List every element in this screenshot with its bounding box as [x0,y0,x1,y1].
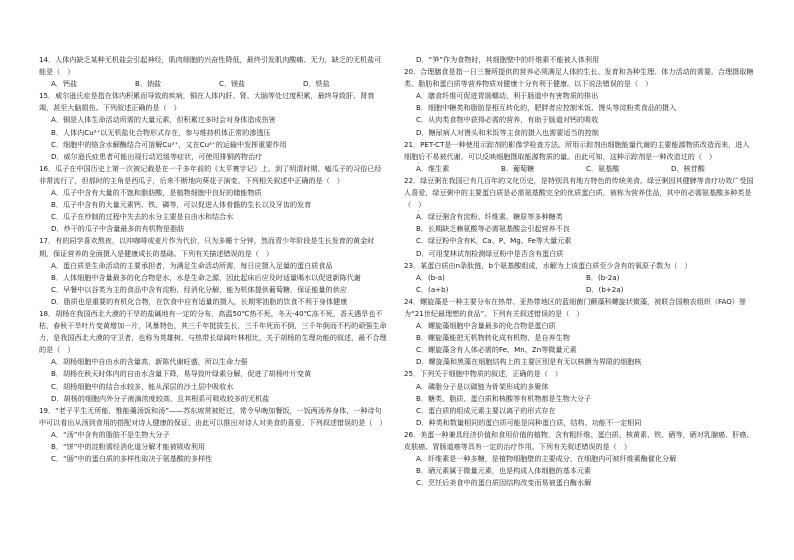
option-b: B．“饼”中的淀粉需经消化道分解才能被吸收利用 [51,442,206,451]
option-c: C．瓜子在炒制的过程中失去的水分主要是自由水和结合水 [51,212,234,222]
option-c: C．烹饪后美食中的蛋白质因结构改变而易被蛋白酶水解 [416,478,592,488]
options-row [404,284,756,296]
question-14 [39,54,387,90]
question-20 [404,66,756,139]
question-stem: 14．人体内缺乏某种无机盐会引起神经，肌肉细胞的兴奋性降低，最终引发肌肉酸痛、无力，缺乏的无机盐可能是（ ） [39,55,382,77]
option-b: B．硒元素属于微量元素，也是构成人体细胞的基本元素 [416,466,592,476]
options-row [404,272,756,284]
option-c: C．镁盐 [219,79,246,89]
option-d: D．铁盐 [303,79,330,89]
question-26 [404,429,756,489]
option-a: A．“汤”中含有的脂肪不是生物大分子 [51,429,170,439]
option-a: A．蛋白质是生命活动的主要承担者，为满足生命活动所需，每日应摄入足量的蛋白质食品 [51,260,333,270]
option-c: C．螺旋藻含有人体必需的Fe、Mn、Zn等微量元素 [416,345,577,355]
question-15 [39,90,387,163]
option-b: B．瓜子中含有的大量元素钙、铁、磷等，可以促进人体骨骼的生长以及牙齿的发育 [51,200,312,210]
option-a: A．螺旋藻细胞中含量最多的化合物是蛋白质 [416,321,556,331]
option-a: A．磷脂分子是以碳链为骨架形成的多聚体 [416,381,549,391]
option-a: A．膳食纤维可促进胃肠蠕动，利于肠道中有害物质的排出 [416,91,599,101]
option-d: D．核苷酸 [671,163,705,173]
question-stem: 17．有的同学喜欢熬夜，以冲咖啡或麦片作为代价，只为多睡十分钟，然而青少年阶段是生长发育的黄金时期，保证营养的全面摄入是健康成长的基础。下列有关描述错误的是（ ） [39,236,375,258]
question-stem: 23．某蛋白质由n条肽链，b个氨基酸组成，水解为上该蛋白质至少含有的氧原子数为（ ） [404,260,692,270]
question-24 [404,296,756,369]
option-a: A．铜是人体生命活动所需的大量元素，但积累过多时会对身体造成伤害 [51,115,276,125]
option-b: B．人体细胞中含量最多的化合物是水，水是生命之源，因此起床后应及时适量喝水以促进新陈代谢 [51,272,361,282]
option-c: C．胡杨细胞中的结合水较多，能从深层的沙土层中吸收水 [51,381,234,391]
question-16 [39,163,387,236]
option-d: D．脂质也是重要的有机化合物，在饮食中应有适量的摄入，长期零油脂的饮食不利于身体健康 [51,296,348,306]
question-stem: 15．威尔逊氏症是指在体内积累而导致的疾病，铜在人体内肝、肾、大脑等处过度积累，最终导致肝、肾衰竭，甚至大脑损伤。下列叙述正确的是（ ） [39,91,375,113]
question-stem: 22．绿豆粥在我国已有几百年的文化历史，是特别具有地方特色的传统美食。绿豆粥因其健脾等食疗功效广受国人喜爱，绿豆粥中的主要蛋白质是必需氨基酸完全的优质蛋白质，被称为营养佳品，其中的必需氨基酸多种类是（ ） [404,175,754,210]
option-c: C．氨基酸 [586,163,620,173]
question-19-option-d: D．“笋”作为食物时，其细胞壁中的纤维素不能被人体利用 [416,55,600,64]
option-a: A．(b-a) [416,272,445,282]
option-b: B．胡杨在秋天时体内的自由水含量下降，易导致叶绿素分解，促进了胡杨叶片变黄 [51,369,312,379]
question-stem: 16．瓜子在中国历史上第一次被记载是在一千多年前的《太平寰宇记》上，到了明清时期，嗑瓜子的习俗已经非常流行了，但那时的主角是西瓜子，后来不断地向葵花子演变。下列相关叙述中正确的是（ ） [39,163,382,185]
option-d: D．可用斐林试剂检测绿豆粉中是否含有蛋白质 [416,248,564,258]
option-d: D．螺旋藻和黑藻在细胞结构上的主要区别是有无以核膜为界限的细胞核 [416,357,642,367]
option-d: D．(b+2a) [586,284,624,294]
option-c: C．细胞中的铬含水解酶结合可溶解Cu²⁺，又在Cu²⁺的运输中发挥重要作用 [51,139,287,149]
option-a: A．维生素 [416,163,450,173]
question-stem: 21．PET-CT是一种使用示踪剂的影像学检查方法。所用示踪剂由细胞能量代谢的主要能源物质改造而来，进入细胞后不易被代谢，可以反映细胞摄取能源物质的量。由此可知，这种示踪剂是一种改造过的（ ） [404,139,750,161]
question-22 [404,175,756,260]
option-d: D．炒干的瓜子中含量最多的有机物是脂肪 [51,224,185,234]
option-b: B．长期缺乏赖氨酸等必需氨基酸会引起营养不良 [416,224,570,234]
option-a: A．瓜子中含有大量的不饱和脂肪酸，是植物细胞中良好的储能物质 [51,188,262,198]
question-stem: 24．螺旋藻是一种主要分布在热带、亚热带地区的蓝细菌门颤藻科螺旋状微藻，被联合国粮农组织（FAO）誉为“21世纪最理想的食品”。下列有关叙述错误的是（ ） [404,296,746,318]
option-d: D．糖尿病人对馒头和米饭等主食的摄入也需要适当的控制 [416,127,599,137]
option-c: C．(a+b) [416,284,449,294]
option-c: C．绿豆粉中含有K、Ca、P、Mg、Fe等大量元素 [416,236,572,246]
option-c: C．早餐中以谷类为主的食品中含有淀粉，经消化分解，能为机体提供葡萄糖，保证能量的供应 [51,284,347,294]
option-b: B．细胞中糖类和脂肪是相互转化的，肥胖者应控制米饭、馒头等淀粉类食品的摄入 [416,103,677,113]
right-column [404,54,756,489]
question-17 [39,235,387,308]
question-stem: 19．“老子平生无所能，惟能羹汤饭和汤”——苏东坡常被贬过，常令早晚加餐饭，一饭两汤养身体，一种诗句中可以看出从汤到食用的搭配对诗人健康的保证，由此可以推出对诗人对美食的喜爱。下列叙述错误的是（ ） [39,405,387,427]
question-21 [404,139,756,175]
option-b: B．糖类、脂质、蛋白质和核酸等有机物都是生物大分子 [416,393,592,403]
option-b: B．螺旋藻能把无机物转化成有机物，是自养生物 [416,333,570,343]
option-a: A．绿豆粥含有淀粉、纤维素、糖原等多种糖类 [416,212,563,222]
option-b: B．人体内Cu²⁺以无机盐化合物形式存在，参与维持机体正常的渗透压 [51,127,271,137]
question-23 [404,260,756,296]
option-b: B．钠盐 [135,79,162,89]
left-column [39,54,387,465]
options-row [39,78,387,90]
option-b: B．葡萄糖 [501,163,535,173]
question-25 [404,368,756,428]
question-stem: 26．美蛋一种兼具经济价值和食用价值的植物，含有粗纤维、蛋白质、核黄素、铁、硒等，硒对乳腺癌、肝癌、皮肤癌、胃肠道癌等具有一定的治疗作用。下列有关叙述错误的是（ ） [404,429,754,451]
question-18 [39,308,387,405]
question-19 [39,405,387,465]
option-c: C．蛋白质的组成元素主要以离子的形式存在 [416,405,556,415]
option-d: D．种类和数量相同的蛋白质可能是同种蛋白质，结构、功能不一定相同 [416,417,642,427]
option-d: D．胡杨的细胞内外分子液滴浓度较高，且其根系可吸收较多的无机盐 [51,393,270,403]
option-c: C．“肠”中的蛋白质的多样性取决于氨基酸的多样性 [51,454,213,464]
option-d: D．威尔逊氏症患者可能出现行动迟缓等症状，可使用排铜药物治疗 [51,151,263,161]
options-row [404,163,756,175]
option-a: A．钙盐 [51,79,78,89]
question-stem: 25．下列关于细胞中物质的叙述，正确的是（ ） [404,369,562,379]
option-a: A．纤维素是一种多糖，是植物细胞壁的主要成分，在细胞内可被纤维素酶催化分解 [416,454,677,464]
option-b: B．(b-2a) [586,272,620,282]
question-stem: 20．合理膳食是指一日三餐所提供的营养必须满足人体的生长、发育和各种生理、体力活动的需要。合理摄取糖类、脂肪和蛋白质等营养物质对健康十分有利于健康。以下说法错误的是（ ） [404,67,754,89]
option-a: A．胡杨细胞中自由水的含量高，新陈代谢旺盛，所以生命力强 [51,357,248,367]
option-c: C．从肉类食物中获得必需的营养，有助于肠道对钙的吸收 [416,115,599,125]
question-stem: 18．胡杨在我国西北大漠的干旱的盐碱地有一定的分布，高温50℃热不死，冬天-40℃冻不死，香天遇旱也不枯，春秋干旱叶片变黄增加一片，风暴特色，其三千年挺拔生长，三千年死而不倒，三千年倒而不朽的顽强生命力，是我国西北大漠的守卫者，也称为英雄树。与热带长绿阔叶林相比，关于胡杨的生理功能的叙述，最不合理的是（ ） [39,308,387,355]
